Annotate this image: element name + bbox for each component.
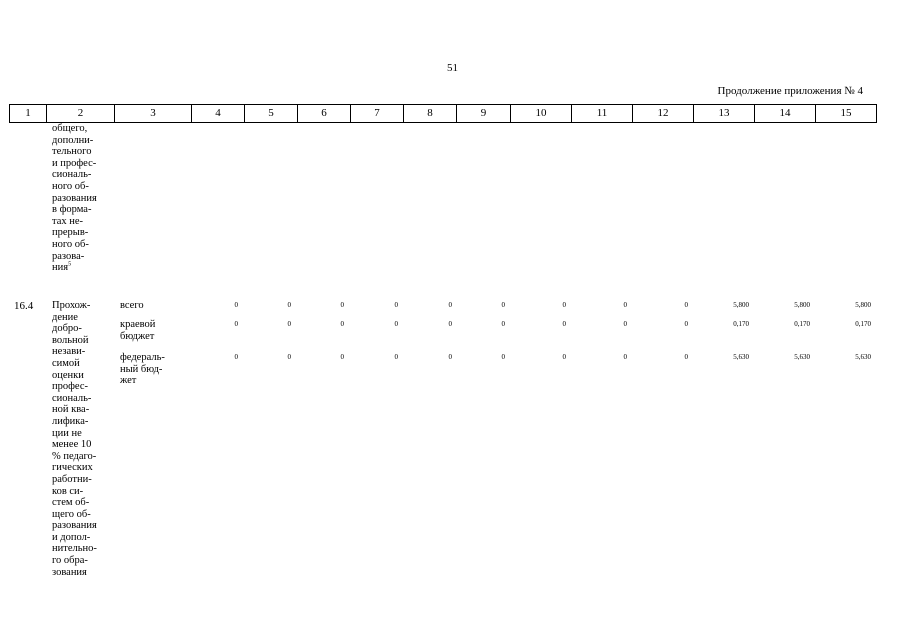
value-cell-col-8: 0 — [448, 353, 452, 361]
header-col-2: 2 — [47, 105, 115, 122]
value-cell-col-14: 5,630 — [794, 353, 810, 361]
value-cell-col-10: 0 — [562, 320, 566, 328]
row-number: 16.4 — [14, 300, 34, 312]
value-cell-col-5: 0 — [287, 320, 291, 328]
value-cell-col-9: 0 — [501, 301, 505, 309]
value-cell-col-7: 0 — [394, 301, 398, 309]
value-cell-col-15: 5,800 — [855, 301, 871, 309]
value-cell-col-10: 0 — [562, 353, 566, 361]
page-number: 51 — [447, 62, 458, 74]
value-cell-col-13: 5,800 — [733, 301, 749, 309]
value-cell-col-15: 5,630 — [855, 353, 871, 361]
value-cell-col-4: 0 — [234, 353, 238, 361]
value-cell-col-9: 0 — [501, 353, 505, 361]
funding-source-label: федераль- ный бюд- жет — [120, 352, 165, 387]
value-cell-col-5: 0 — [287, 353, 291, 361]
value-cell-col-6: 0 — [340, 301, 344, 309]
value-cell-col-9: 0 — [501, 320, 505, 328]
header-col-15: 15 — [840, 107, 852, 119]
value-cell-col-15: 0,170 — [855, 320, 871, 328]
header-col-7: 7 — [351, 105, 404, 122]
value-cell-col-5: 0 — [287, 301, 291, 309]
value-cell-col-10: 0 — [562, 301, 566, 309]
continuation-label: Продолжение приложения № 4 — [717, 85, 863, 97]
row-title: Прохож- дение добро- вольной незави- симой оценки профес- сиональ- ной ква- лифика- ции не менее 10 % педаго- гических работни- ков си- стем об- щего об- разования и допол- нительно- го обра- зования — [52, 300, 97, 578]
header-col-4: 4 — [192, 105, 245, 122]
footnote-marker: 5 — [68, 261, 72, 268]
value-cell-col-11: 0 — [623, 320, 627, 328]
value-cell-col-6: 0 — [340, 353, 344, 361]
prev-row-col2-text: общего, дополни- тельного и профес- сиональ- ного об- разования в форма- тах не- прерыв- ного об- разова- ния$^5$ — [52, 123, 97, 274]
value-cell-col-13: 0,170 — [733, 320, 749, 328]
header-col-1: 1 — [10, 105, 47, 122]
value-cell-col-14: 5,800 — [794, 301, 810, 309]
value-cell-col-13: 5,630 — [733, 353, 749, 361]
value-cell-col-8: 0 — [448, 320, 452, 328]
header-col-8: 8 — [404, 105, 457, 122]
value-cell-col-4: 0 — [234, 320, 238, 328]
funding-source-label: всего — [120, 300, 144, 311]
value-cell-col-7: 0 — [394, 320, 398, 328]
value-cell-col-11: 0 — [623, 301, 627, 309]
value-cell-col-11: 0 — [623, 353, 627, 361]
value-cell-col-14: 0,170 — [794, 320, 810, 328]
header-col-3: 3 — [115, 105, 192, 122]
value-cell-col-7: 0 — [394, 353, 398, 361]
value-cell-col-12: 0 — [684, 320, 688, 328]
value-cell-col-12: 0 — [684, 353, 688, 361]
header-col-11: 11 — [572, 105, 633, 122]
funding-source-label: краевой бюджет — [120, 319, 156, 342]
value-cell-col-4: 0 — [234, 301, 238, 309]
header-col-12: 12 — [633, 105, 694, 122]
header-col-14: 14 — [755, 105, 816, 122]
header-col-13: 13 — [694, 105, 755, 122]
header-col-6: 6 — [298, 105, 351, 122]
value-cell-col-8: 0 — [448, 301, 452, 309]
table-header — [9, 104, 877, 123]
value-cell-col-12: 0 — [684, 301, 688, 309]
value-cell-col-6: 0 — [340, 320, 344, 328]
header-col-9: 9 — [457, 105, 511, 122]
header-col-5: 5 — [245, 105, 298, 122]
header-col-10: 10 — [511, 105, 572, 122]
